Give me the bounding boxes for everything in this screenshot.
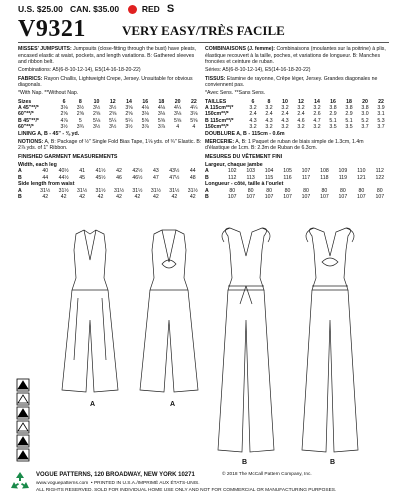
size-header-cell: 16 bbox=[330, 98, 336, 105]
table-cell: 3.0 bbox=[361, 111, 369, 118]
table-cell: 3.2 bbox=[313, 104, 321, 111]
table-cell: 3⅞ bbox=[141, 124, 149, 131]
size-header-cell: 8 bbox=[267, 98, 271, 105]
table-cell: 3.8 bbox=[345, 104, 353, 111]
size-header-cell: 22 bbox=[190, 98, 197, 105]
table-cell: 2.4 bbox=[249, 111, 257, 118]
table-cell: 42 bbox=[116, 194, 122, 201]
table-cell: 45½ bbox=[95, 174, 106, 181]
table-cell: 42 bbox=[42, 194, 49, 201]
table-cell: 102 bbox=[227, 168, 237, 175]
size-header-cell: 10 bbox=[282, 98, 288, 105]
table-cell: 2.4 bbox=[265, 111, 273, 118]
width-table bbox=[18, 168, 202, 181]
figure-label-a1: A bbox=[90, 401, 96, 408]
website-link[interactable]: www.voguepatterns.com bbox=[36, 481, 89, 486]
table-cell: 3⅛ bbox=[157, 111, 166, 118]
row-label: B bbox=[18, 194, 22, 201]
size-header-cell: 14 bbox=[314, 98, 320, 105]
row-label: B bbox=[205, 194, 209, 201]
table-cell: 42½ bbox=[132, 168, 143, 175]
combinations-fr: Séries: A5(6-8-10-12-14), E5(14-16-18-20-22) bbox=[205, 67, 311, 74]
table-cell: 42 bbox=[189, 194, 196, 201]
table-cell: 4⅞ bbox=[60, 117, 68, 124]
table-cell: 43½ bbox=[169, 168, 180, 175]
difficulty-label: VERY EASY/TRÈS FACILE bbox=[122, 23, 285, 38]
pattern-marks bbox=[16, 378, 30, 467]
table-cell: 2.4 bbox=[297, 111, 305, 118]
table-cell: 3½ bbox=[125, 124, 133, 131]
table-cell: 3.2 bbox=[297, 104, 305, 111]
notions-fr: MERCERIE: A, B: 1 Paquet de ruban de biais simple de 1.3cm, 1.4m d'élastique de 1cm. B: 2.3m de Ruban de 6.3cm. bbox=[205, 138, 364, 152]
price-bar bbox=[18, 3, 174, 15]
table-cell: 80 bbox=[266, 187, 272, 194]
table-cell: 116 bbox=[283, 174, 292, 181]
row-label: A bbox=[205, 187, 209, 194]
size-header-cell: 18 bbox=[346, 98, 352, 105]
price-us: U.S. $25.00 bbox=[18, 4, 63, 14]
jumpsuit-a-front bbox=[62, 230, 118, 392]
nap-note-fr: *Avec Sens. **Sans Sens. bbox=[205, 90, 266, 97]
table-cell: 3.2 bbox=[249, 104, 257, 111]
table-cell: 3½ bbox=[60, 124, 68, 131]
row-label: B bbox=[205, 174, 209, 181]
lining-fr: DOUBLURE A, B - 115cm - 0.6m bbox=[205, 130, 285, 137]
width-label: Width, each leg bbox=[18, 161, 57, 168]
row-label: A bbox=[18, 168, 22, 175]
table-cell: 80 bbox=[376, 187, 383, 194]
side-length-table bbox=[18, 188, 202, 201]
table-cell: 112 bbox=[375, 168, 384, 175]
table-cell: 44 bbox=[189, 168, 196, 175]
table-cell: 44 bbox=[42, 174, 49, 181]
table-cell: 113 bbox=[246, 174, 255, 181]
table-cell: 3.2 bbox=[249, 124, 257, 131]
row-label: B 45"**/* bbox=[18, 117, 39, 124]
table-cell: 2⅝ bbox=[125, 111, 133, 118]
table-cell: 5⅝ bbox=[190, 117, 198, 124]
combinations: Combinations: A5(6-8-10-12-14), E5(14-16-18-20-22) bbox=[18, 67, 141, 74]
table-cell: 4.7 bbox=[313, 117, 321, 124]
table-cell: 4 bbox=[176, 124, 180, 131]
table-cell: 3½ bbox=[109, 104, 117, 111]
table-cell: 5 bbox=[78, 117, 82, 124]
copyright: © 2018 The McCall Pattern Company, Inc. bbox=[222, 472, 312, 477]
table-cell: 121 bbox=[357, 174, 366, 181]
table-cell: 31½ bbox=[150, 187, 161, 194]
size-code: S bbox=[166, 3, 175, 15]
table-cell: 3⅛ bbox=[190, 111, 198, 118]
color-code: RED bbox=[141, 4, 160, 14]
size-header-cell: 12 bbox=[298, 98, 304, 105]
table-cell: 105 bbox=[283, 168, 292, 175]
table-cell: 42 bbox=[134, 194, 141, 201]
table-cell: 115 bbox=[264, 174, 274, 181]
table-cell: 103 bbox=[246, 168, 255, 175]
nap-note: *With Nap. **Without Nap. bbox=[18, 90, 79, 97]
table-cell: 43 bbox=[152, 168, 159, 175]
table-cell: 42 bbox=[171, 194, 178, 201]
table-cell: 5.2 bbox=[361, 117, 369, 124]
french-column bbox=[205, 46, 389, 201]
width-table-fr bbox=[205, 168, 389, 181]
yardage-table-fr bbox=[205, 99, 389, 131]
table-cell: 5¼ bbox=[125, 117, 133, 124]
table-cell: 107 bbox=[301, 194, 311, 201]
rights-line: ALL RIGHTS RESERVED. SOLD FOR INDIVIDUAL HOME USE ONLY AND NOT FOR COMMERCIAL OR MANUFACTURING PURPOSES. bbox=[36, 488, 337, 493]
table-cell: 5⅝ bbox=[157, 117, 166, 124]
pattern-number: V9321 bbox=[18, 16, 86, 42]
table-cell: 80 bbox=[247, 187, 254, 194]
table-cell: 46 bbox=[116, 174, 122, 181]
table-cell: 3½ bbox=[76, 104, 84, 111]
table-cell: 3.2 bbox=[297, 124, 305, 131]
table-cell: 42 bbox=[79, 194, 85, 201]
table-cell: 2.9 bbox=[329, 111, 337, 118]
table-cell: 80 bbox=[284, 187, 291, 194]
table-cell: 3.2 bbox=[265, 104, 273, 111]
table-cell: 31½ bbox=[132, 187, 143, 194]
english-column bbox=[18, 46, 202, 201]
table-cell: 42 bbox=[60, 194, 67, 201]
table-cell: 3.2 bbox=[313, 124, 321, 131]
row-label: 60"**/* bbox=[18, 111, 34, 118]
table-cell: 4⅛ bbox=[141, 104, 149, 111]
figure-label-b2: B bbox=[330, 459, 336, 466]
table-cell: 2⅝ bbox=[60, 111, 68, 118]
side-length-label: Side length from waist bbox=[18, 181, 75, 188]
lining: LINING A, B - 45" - ⅜ yd. bbox=[18, 130, 80, 137]
table-cell: 41 bbox=[79, 168, 85, 175]
table-cell: 3.1 bbox=[377, 111, 385, 118]
table-cell: 107 bbox=[357, 194, 366, 201]
table-cell: 40½ bbox=[58, 168, 69, 175]
table-cell: 3.2 bbox=[281, 104, 289, 111]
table-cell: 31½ bbox=[40, 187, 51, 194]
table-cell: 3⅞ bbox=[157, 124, 166, 131]
size-header-cell: 10 bbox=[93, 98, 100, 105]
size-header-cell: 6 bbox=[62, 98, 66, 105]
table-cell: 3.5 bbox=[345, 124, 353, 131]
table-cell: 108 bbox=[320, 168, 329, 175]
table-cell: 80 bbox=[339, 187, 346, 194]
table-cell: 31½ bbox=[77, 187, 88, 194]
table-cell: 48 bbox=[189, 174, 196, 181]
table-cell: 104 bbox=[264, 168, 274, 175]
table-cell: 5¼ bbox=[109, 117, 117, 124]
table-cell: 5⅛ bbox=[92, 117, 101, 124]
size-header-cell: 8 bbox=[78, 98, 82, 105]
table-cell: 3.5 bbox=[329, 124, 337, 131]
printed-line: www.voguepatterns.com • PRINTED IN U.S.A./IMPRIMÉ AUX ÉTATS-UNIS. bbox=[36, 481, 200, 486]
row-label: A 115cm**/* bbox=[205, 104, 234, 111]
table-cell: 109 bbox=[338, 168, 348, 175]
table-cell: 5.1 bbox=[345, 117, 353, 124]
row-label: B bbox=[18, 174, 22, 181]
table-cell: 45 bbox=[79, 174, 85, 181]
table-cell: 4.3 bbox=[265, 117, 273, 124]
table-cell: 3¾ bbox=[76, 124, 84, 131]
company-address: VOGUE PATTERNS, 120 BROADWAY, NEW YORK 10271 bbox=[36, 472, 195, 478]
table-cell: 46½ bbox=[132, 174, 143, 181]
table-cell: 107 bbox=[338, 194, 348, 201]
table-cell: 2.6 bbox=[313, 111, 321, 118]
recycle-icon bbox=[8, 470, 32, 494]
row-label: 150cm**/* bbox=[205, 124, 229, 131]
table-cell: 80 bbox=[303, 187, 309, 194]
fabrics-fr: TISSUS: Etamine de rayonne, Crêpe léger, Jersey. Grandes diagonales ne conviennent pas. bbox=[205, 75, 378, 89]
table-cell: 107 bbox=[283, 194, 292, 201]
price-can: CAN. $35.00 bbox=[69, 4, 120, 14]
table-cell: 110 bbox=[357, 168, 366, 175]
table-cell: 4¼ bbox=[190, 104, 198, 111]
table-cell: 117 bbox=[301, 174, 311, 181]
table-cell: 31½ bbox=[169, 187, 180, 194]
size-header-cell: 12 bbox=[109, 98, 116, 105]
table-cell: 40 bbox=[42, 168, 49, 175]
size-header-cell: 14 bbox=[126, 98, 132, 105]
table-cell: 3½ bbox=[92, 104, 101, 111]
row-label: B 115cm**/* bbox=[205, 117, 234, 124]
table-cell: 3⅛ bbox=[141, 111, 149, 118]
fabrics: FABRICS: Rayon Challis, Lightweight Crepe, Jersey. Unsuitable for obvious diagonals. bbox=[18, 75, 193, 89]
table-cell: 2.9 bbox=[345, 111, 353, 118]
jumpsuit-b-front bbox=[218, 228, 274, 452]
table-cell: 47 bbox=[152, 174, 159, 181]
table-cell: 4¼ bbox=[174, 104, 182, 111]
table-cell: 80 bbox=[321, 187, 328, 194]
row-label: A bbox=[18, 187, 22, 194]
row-label: A bbox=[205, 168, 209, 175]
table-cell: 107 bbox=[227, 194, 237, 201]
width-label-fr: Largeur, chaque jambe bbox=[205, 161, 263, 168]
size-header-cell: 22 bbox=[378, 98, 384, 105]
table-cell: 107 bbox=[320, 194, 329, 201]
table-cell: 107 bbox=[375, 194, 385, 201]
side-length-table-fr bbox=[205, 188, 389, 201]
table-cell: 119 bbox=[338, 174, 348, 181]
table-cell: 31½ bbox=[113, 187, 125, 194]
table-cell: 3.2 bbox=[265, 124, 273, 131]
figure-label-a2: A bbox=[170, 401, 176, 408]
header-divider bbox=[18, 42, 389, 43]
table-cell: 3.8 bbox=[361, 104, 369, 111]
table-cell: 4.3 bbox=[249, 117, 257, 124]
size-header-cell: 18 bbox=[158, 98, 165, 105]
table-cell: 3⅛ bbox=[60, 104, 68, 111]
table-cell: 5⅝ bbox=[141, 117, 149, 124]
notions: NOTIONS: A, B: Package of ½" Single Fold Bias Tape, 1⅛ yds. of ¾" Elastic. B: 2⅞ yds. of 1" Ribbon. bbox=[18, 138, 202, 152]
table-cell: 4 bbox=[192, 124, 196, 131]
table-cell: 4.6 bbox=[297, 117, 305, 124]
table-cell: 42 bbox=[152, 194, 159, 201]
table-cell: 107 bbox=[301, 168, 311, 175]
table-cell: 47½ bbox=[169, 174, 180, 181]
table-cell: 122 bbox=[375, 174, 385, 181]
finished-measurements-title-fr: MESURES DU VÊTEMENT FINI bbox=[205, 153, 283, 160]
side-length-label-fr: Longueur - côté, taille à l'ourlet bbox=[205, 181, 284, 188]
intro-paragraph-fr: COMBINAISONS (J. femme): Combinaisons (moulantes sur la poitrine) à plis, élastique recouvert à la taille, poches, et variations de longueur. B: Manches froncées et ceinture de ruban. bbox=[205, 46, 386, 66]
table-cell: 41½ bbox=[95, 168, 106, 175]
table-cell: 2⅝ bbox=[109, 111, 117, 118]
table-cell: 3.7 bbox=[377, 124, 385, 131]
table-cell: 3½ bbox=[92, 124, 101, 131]
finished-measurements-title: FINISHED GARMENT MEASUREMENTS bbox=[18, 153, 118, 160]
table-cell: 42 bbox=[97, 194, 104, 201]
size-header-cell: 6 bbox=[251, 98, 255, 105]
table-cell: 44½ bbox=[58, 174, 69, 181]
table-cell: 42 bbox=[116, 168, 122, 175]
table-cell: 4.3 bbox=[281, 117, 289, 124]
table-cell: 3½ bbox=[109, 124, 117, 131]
table-cell: 3.8 bbox=[329, 104, 337, 111]
size-header-cell: 16 bbox=[142, 98, 149, 105]
table-cell: 3.9 bbox=[377, 104, 385, 111]
yardage-table bbox=[18, 99, 202, 131]
size-header-cell: 20 bbox=[362, 98, 368, 105]
table-cell: 5.3 bbox=[377, 117, 385, 124]
table-cell: 80 bbox=[358, 187, 365, 194]
color-dot-icon bbox=[128, 5, 137, 14]
table-cell: 3.7 bbox=[361, 124, 369, 131]
jumpsuit-b-back bbox=[302, 228, 358, 452]
table-cell: 31½ bbox=[58, 187, 69, 194]
table-cell: 3⅝ bbox=[125, 104, 133, 111]
table-cell: 3⅛ bbox=[174, 111, 182, 118]
table-cell: 2.4 bbox=[281, 111, 289, 118]
size-header-cell: 20 bbox=[174, 98, 181, 105]
table-cell: 4⅛ bbox=[157, 104, 166, 111]
table-cell: 2⅝ bbox=[92, 111, 101, 118]
table-cell: 5.1 bbox=[329, 117, 337, 124]
table-cell: 107 bbox=[246, 194, 255, 201]
table-cell: 5⅝ bbox=[174, 117, 182, 124]
triangle-marks-icon bbox=[16, 378, 30, 462]
jumpsuit-a-back bbox=[140, 230, 198, 392]
row-label: 60"**/* bbox=[18, 124, 34, 131]
row-label: A 45"**/* bbox=[18, 104, 39, 111]
table-cell: 31½ bbox=[187, 187, 198, 194]
table-cell: 31½ bbox=[95, 187, 106, 194]
row-label: 150cm**/* bbox=[205, 111, 229, 118]
table-cell: 3.2 bbox=[281, 124, 289, 131]
table-cell: 2⅝ bbox=[76, 111, 84, 118]
sizes-header-label: Sizes bbox=[18, 98, 32, 105]
table-cell: 118 bbox=[320, 174, 329, 181]
figure-label-b1: B bbox=[242, 459, 248, 466]
intro-paragraph: MISSES' JUMPSUITS: Jumpsuits (close-fitting through the bust) have pleats, encased elastic at waist, pockets, and length variations. B: Gathered sleeves and ribbon belt. bbox=[18, 46, 196, 66]
table-cell: 112 bbox=[228, 174, 237, 181]
table-cell: 80 bbox=[229, 187, 236, 194]
table-cell: 107 bbox=[264, 194, 274, 201]
jumpsuit-illustrations bbox=[18, 220, 389, 468]
sizes-header-label: TAILLES bbox=[205, 98, 227, 105]
